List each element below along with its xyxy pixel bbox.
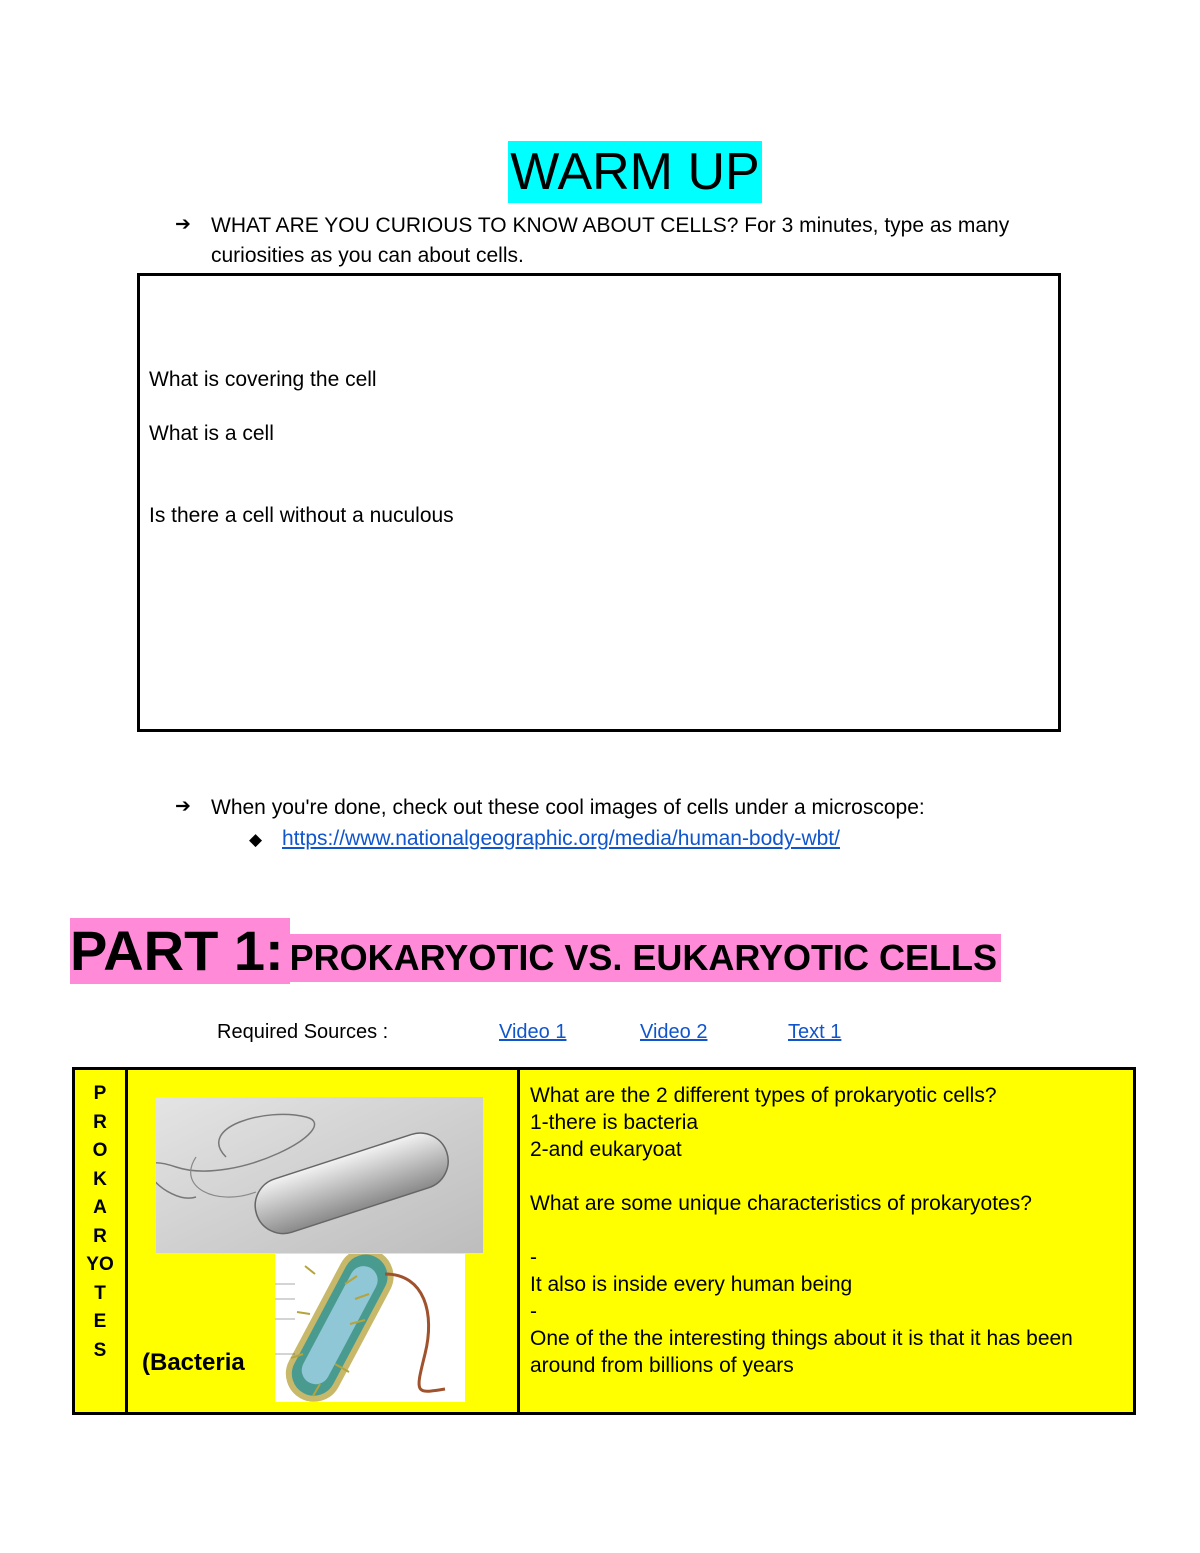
part1-heading [70, 918, 1001, 984]
qa-line [530, 1217, 1120, 1244]
source-link-text-1[interactable]: Text 1 [788, 1021, 842, 1043]
column-divider [517, 1070, 520, 1412]
qa-line: 2-and eukaryoat [530, 1138, 682, 1161]
row-label-letter: O [92, 1140, 108, 1161]
source-link-video-1[interactable]: Video 1 [499, 1021, 567, 1043]
row-label-letter: T [94, 1282, 106, 1304]
arrow-right-icon: ➔ [175, 796, 191, 817]
arrow-right-icon: ➔ [175, 214, 191, 235]
answer-line: Is there a cell without a nuculous [149, 504, 454, 527]
row-label-letter: R [93, 1225, 107, 1247]
row-label-letter: P [93, 1083, 107, 1104]
answer-line: What is covering the cell [149, 368, 377, 391]
warmup-title: WARM UP [508, 141, 762, 203]
bacteria-micrograph-image [156, 1097, 483, 1253]
column-divider [125, 1070, 128, 1412]
qa-line: 1-there is bacteria [530, 1111, 699, 1134]
answer-line: What is a cell [149, 422, 274, 445]
row-label-letter: A [93, 1197, 107, 1218]
row-label-letter: K [93, 1168, 107, 1190]
qa-line: One of the the interesting things about it is that it has been around from billions of years [530, 1327, 1073, 1377]
row-label-letter: R [93, 1111, 107, 1133]
answer-textbox[interactable] [137, 273, 1061, 732]
qa-line: It also is inside every human being [530, 1273, 853, 1296]
qa-line: What are the 2 different types of prokaryotic cells? [530, 1084, 997, 1107]
row-label-letter: E [93, 1311, 107, 1332]
qa-line: What are some unique characteristics of prokaryotes? [530, 1192, 1032, 1215]
row-label-letter: S [93, 1339, 107, 1361]
part1-number: PART 1: [70, 918, 290, 984]
qa-line: - [530, 1300, 537, 1323]
bacteria-diagram-image [275, 1254, 465, 1402]
warmup-prompt: WHAT ARE YOU CURIOUS TO KNOW ABOUT CELLS? For 3 minutes, type as many curiosities as you can about cells. [211, 214, 1010, 267]
part1-title: PROKARYOTIC VS. EUKARYOTIC CELLS [290, 934, 1001, 982]
prokaryotes-answers[interactable] [530, 1082, 1120, 1379]
followup-text: When you're done, check out these cool images of cells under a microscope: [211, 796, 925, 819]
qa-line [530, 1163, 1120, 1190]
source-link-video-2[interactable]: Video 2 [640, 1021, 708, 1043]
qa-line: - [530, 1246, 537, 1269]
natgeo-link[interactable]: https://www.nationalgeographic.org/media/human-body-wbt/ [282, 827, 840, 850]
row-label-prokaryotes [75, 1080, 125, 1365]
diamond-bullet-icon: ◆ [249, 830, 263, 849]
row-label-letter: YO [86, 1254, 114, 1275]
bacteria-caption: (Bacteria [142, 1349, 245, 1376]
prokaryotes-table [72, 1067, 1136, 1415]
sources-label: Required Sources : [217, 1021, 389, 1043]
